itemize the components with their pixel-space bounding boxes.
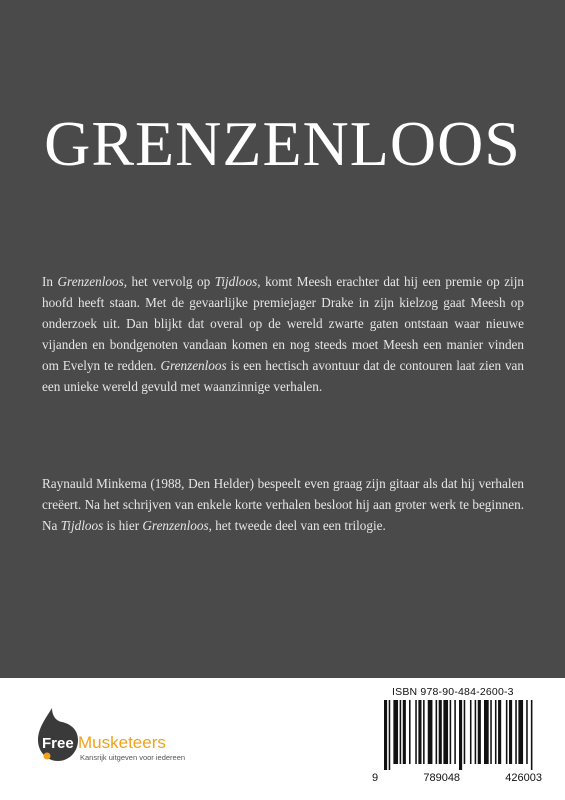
barcode-digit-lead: 9: [372, 772, 379, 784]
text-run: Raynauld Minkema (1988, Den Helder) bespeelt even graag zijn gitaar als dat hij verhalen creëert. Na het schrijven van enkele korte verhalen besloot hij aan groter werk te beginnen. Na: [42, 476, 524, 533]
barcode-bar: [495, 700, 497, 764]
barcode-bar: [443, 700, 448, 764]
barcode-bar: [515, 700, 517, 764]
logo-word-musketeers: Musketeers: [78, 733, 166, 752]
barcode-bar: [470, 700, 472, 764]
italic-title-run: Grenzenloos: [57, 274, 124, 289]
barcode-bar: [490, 700, 492, 764]
italic-title-run: Tijdloos: [60, 518, 104, 533]
barcode-bar: [428, 700, 433, 764]
barcode-bar: [459, 700, 462, 770]
barcode-bar: [509, 700, 512, 764]
barcode-bar: [464, 700, 466, 764]
barcode-bar: [518, 700, 523, 764]
barcode-bar: [423, 700, 425, 764]
barcode-bar: [409, 700, 411, 764]
barcode-bar: [506, 700, 508, 764]
logo-word-free: Free: [42, 735, 74, 752]
barcode-bar: [418, 700, 421, 764]
italic-title-run: Grenzenloos: [160, 358, 227, 373]
text-run: is hier: [103, 518, 143, 533]
barcode-digit-group-right: 426003: [505, 772, 542, 784]
barcode-icon: [384, 700, 534, 770]
barcode-bar: [415, 700, 417, 764]
barcode-digits: [372, 772, 542, 784]
text-run: , het tweede deel van een trilogie.: [208, 518, 386, 533]
barcode-bar: [454, 700, 456, 764]
text-run: , komt Meesh erachter dat hij een premie op zijn hoofd heeft staan. Met de gevaarlijke premiejager Drake in zijn kielzog gaat Meesh op onderzoek uit. Dan blijkt dat overal op de wereld zwarte gaten ontstaan waar nieuwe vijanden en bondgenoten vandaan komen en nog steeds moet Meesh een manier vinden om Evelyn te redden.: [42, 274, 524, 373]
barcode-bar: [400, 700, 402, 764]
barcode-bar: [498, 700, 501, 764]
barcode-bar: [436, 700, 438, 764]
barcode-bar: [450, 700, 452, 764]
barcode-digit-group-left: 789048: [423, 772, 461, 784]
text-run: , het vervolg op: [123, 274, 215, 289]
book-title: GRENZENLOOS: [44, 108, 521, 179]
barcode-bar: [389, 700, 391, 770]
barcode-bar: [403, 700, 406, 764]
barcode-bar: [484, 700, 489, 764]
barcode-bar: [478, 700, 481, 764]
isbn-label: ISBN 978-90-484-2600-3: [392, 686, 514, 698]
text-run: In: [42, 274, 58, 289]
barcode-bar: [439, 700, 442, 764]
italic-title-run: Grenzenloos: [142, 518, 209, 533]
barcode-bar: [393, 700, 398, 764]
barcode-bar: [531, 700, 533, 770]
barcode-bar: [526, 700, 528, 764]
barcode-bar: [475, 700, 477, 764]
publisher-logo: [38, 706, 188, 768]
text-run: is een hectisch avontuur dat de contouren laat zien van een unieke wereld gevuld met waanzinnige verhalen.: [42, 358, 524, 394]
italic-title-run: Tijdloos: [214, 274, 258, 289]
publisher-tagline: Kansrijk uitgeven voor iedereen: [80, 753, 186, 762]
book-blurb: [42, 271, 524, 397]
author-bio: [42, 473, 524, 536]
barcode-bar: [384, 700, 387, 770]
